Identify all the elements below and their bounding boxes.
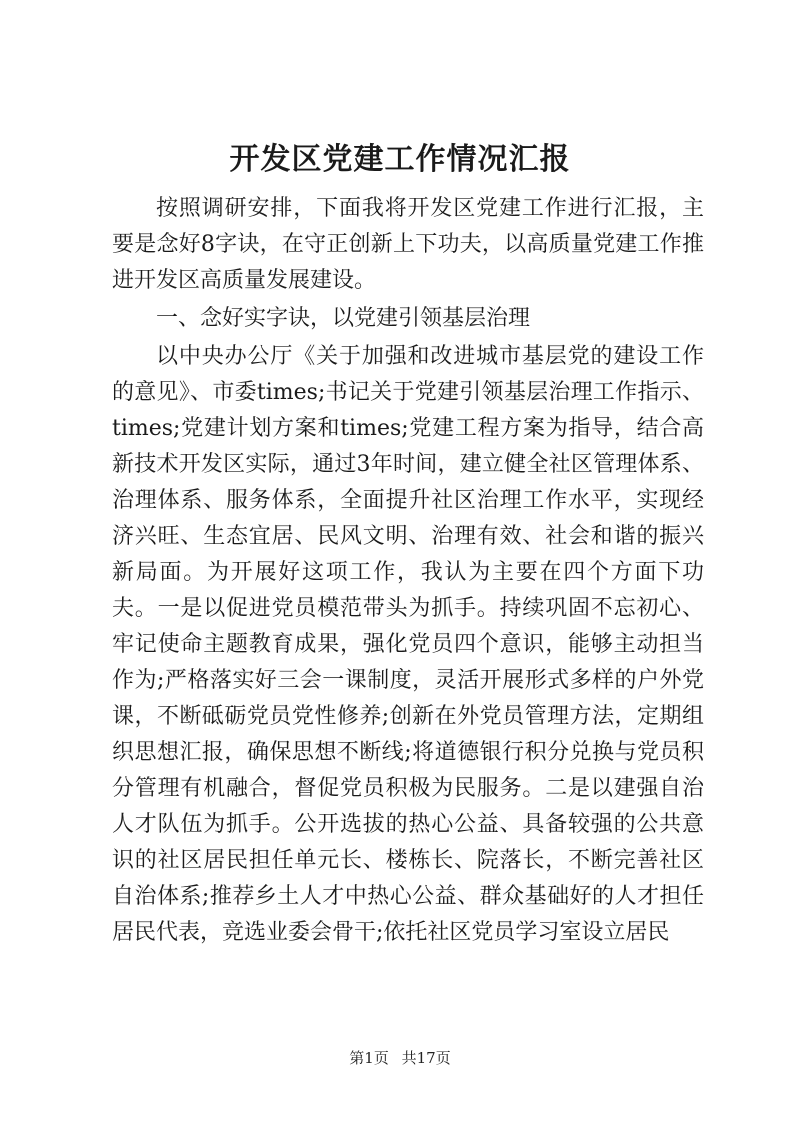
page-footer <box>0 1048 800 1068</box>
section-heading: 一、念好实字诀，以党建引领基层治理 <box>156 306 531 331</box>
body-paragraph: 以中央办公厅《关于加强和改进城市基层党的建设工作的意见》、市委times;书记关于党建引领基层治理工作指示、times;党建计划方案和times;党建工程方案为指导，结合高新技术开发区实际，通过3年时间，建立健全社区管理体系、治理体系、服务体系，全面提升社区治理工作水平，实现经济兴旺、生态宜居、民风文明、治理有效、社会和谐的振兴新局面。为开展好这项工作，我认为主要在四个方面下功夫。一是以促进党员模范带头为抓手。持续巩固不忘初心、牢记使命主题教育成果，强化党员四个意识，能够主动担当作为;严格落实好三会一课制度，灵活开展形式多样的户外党课，不断砥砺党员党性修养;创新在外党员管理方法，定期组织思想汇报，确保思想不断线;将道德银行积分兑换与党员积分管理有机融合，督促党员积极为民服务。二是以建强自治人才队伍为抓手。公开选拔的热心公益、具备较强的公共意识的社区居民担任单元长、楼栋长、院落长，不断完善社区自治体系;推荐乡土人才中热心公益、群众基础好的人才担任居民代表，竞选业委会骨干;依托社区党员学习室设立居民 <box>112 344 704 945</box>
page-number: 第1页 <box>349 1049 389 1067</box>
document-body <box>112 191 704 951</box>
intro-paragraph: 按照调研安排，下面我将开发区党建工作进行汇报，主要是念好8字诀，在守正创新上下功夫，以高质量党建工作推进开发区高质量发展建设。 <box>112 196 704 293</box>
page-total: 共17页 <box>401 1049 451 1067</box>
document-title: 开发区党建工作情况汇报 <box>229 142 571 177</box>
